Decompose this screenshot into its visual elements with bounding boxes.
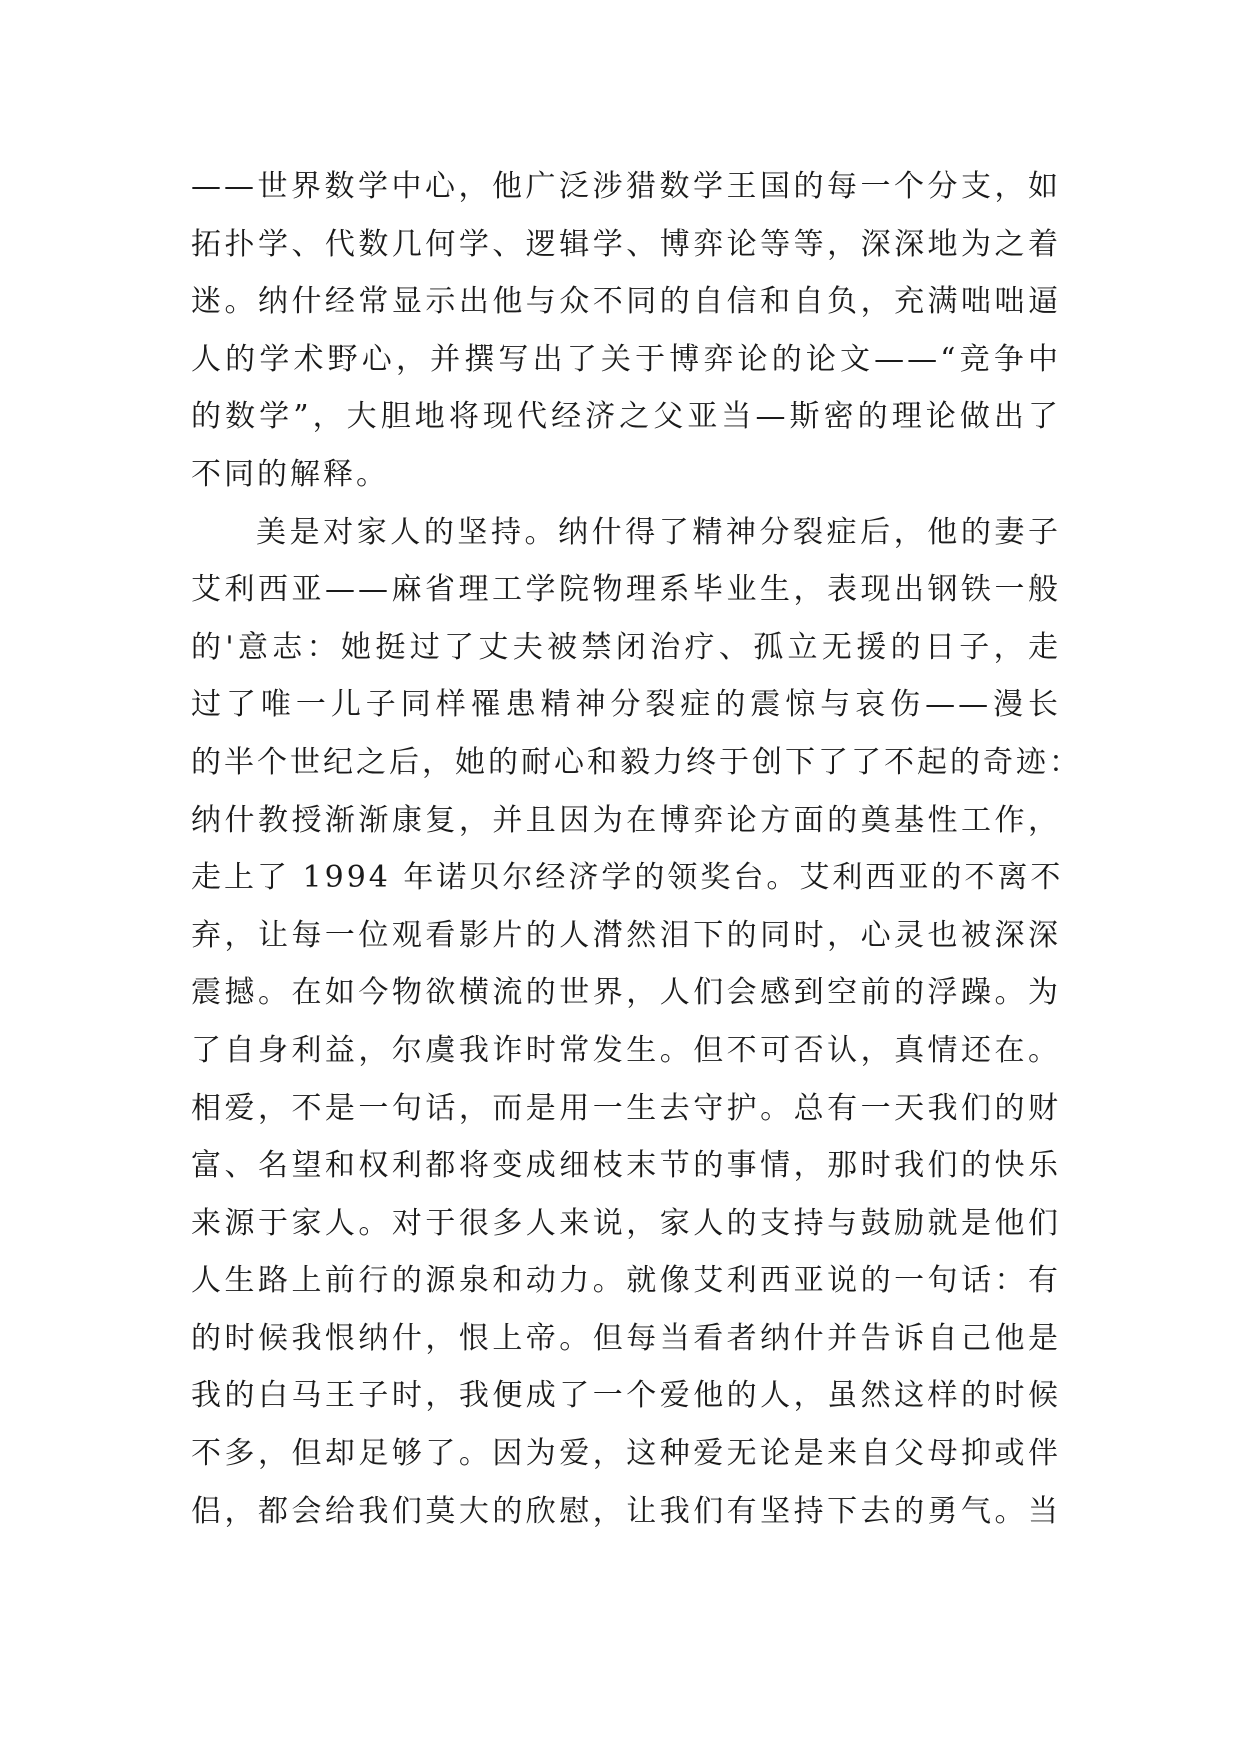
text-line: 富、名望和权利都将变成细枝末节的事情，那时我们的快乐 xyxy=(191,1148,1061,1184)
text-line: 我的白马王子时，我便成了一个爱他的人，虽然这样的时候 xyxy=(191,1378,1061,1414)
text-line: 纳什教授渐渐康复，并且因为在博弈论方面的奠基性工作， xyxy=(191,802,1061,838)
text-line: 弃，让每一位观看影片的人潸然泪下的同时，心灵也被深深 xyxy=(191,917,1061,953)
text-line: 不多，但却足够了。因为爱，这种爱无论是来自父母抑或伴 xyxy=(191,1436,1061,1472)
text-line: 的半个世纪之后，她的耐心和毅力终于创下了了不起的奇迹： xyxy=(191,744,1082,780)
body-text xyxy=(191,158,1082,1540)
paragraph-first-line: 美是对家人的坚持。纳什得了精神分裂症后，他的妻子 xyxy=(256,514,1061,550)
text-line: 拓扑学、代数几何学、逻辑学、博弈论等等，深深地为之着 xyxy=(191,226,1061,262)
text-line: 走上了 1994 年诺贝尔经济学的领奖台。艾利西亚的不离不 xyxy=(191,860,1064,896)
text-line: 侣，都会给我们莫大的欣慰，让我们有坚持下去的勇气。当 xyxy=(191,1493,1061,1529)
text-line: 的'意志：她挺过了丈夫被禁闭治疗、孤立无援的日子，走 xyxy=(191,629,1061,665)
text-line: ——世界数学中心，他广泛涉猎数学王国的每一个分支，如 xyxy=(191,169,1061,204)
text-line: 过了唯一儿子同样罹患精神分裂症的震惊与哀伤——漫长 xyxy=(191,687,1061,723)
text-line: 来源于家人。对于很多人来说，家人的支持与鼓励就是他们 xyxy=(191,1205,1061,1241)
text-line: 的数学”，大胆地将现代经济之父亚当—斯密的理论做出了 xyxy=(191,399,1061,435)
text-line: 的时候我恨纳什，恨上帝。但每当看者纳什并告诉自己他是 xyxy=(191,1320,1061,1356)
text-line: 不同的解释。 xyxy=(191,456,389,492)
text-line: 人的学术野心，并撰写出了关于博弈论的论文——“竞争中 xyxy=(191,341,1061,377)
text-line: 艾利西亚——麻省理工学院物理系毕业生，表现出钢铁一般 xyxy=(191,572,1061,608)
text-line: 相爱，不是一句话，而是用一生去守护。总有一天我们的财 xyxy=(191,1090,1061,1126)
text-line: 人生路上前行的源泉和动力。就像艾利西亚说的一句话：有 xyxy=(191,1263,1061,1299)
text-line: 迷。纳什经常显示出他与众不同的自信和自负，充满咄咄逼 xyxy=(191,284,1061,320)
text-line: 震撼。在如今物欲横流的世界，人们会感到空前的浮躁。为 xyxy=(191,975,1061,1011)
text-line: 了自身利益，尔虞我诈时常发生。但不可否认，真情还在。 xyxy=(191,1032,1061,1068)
